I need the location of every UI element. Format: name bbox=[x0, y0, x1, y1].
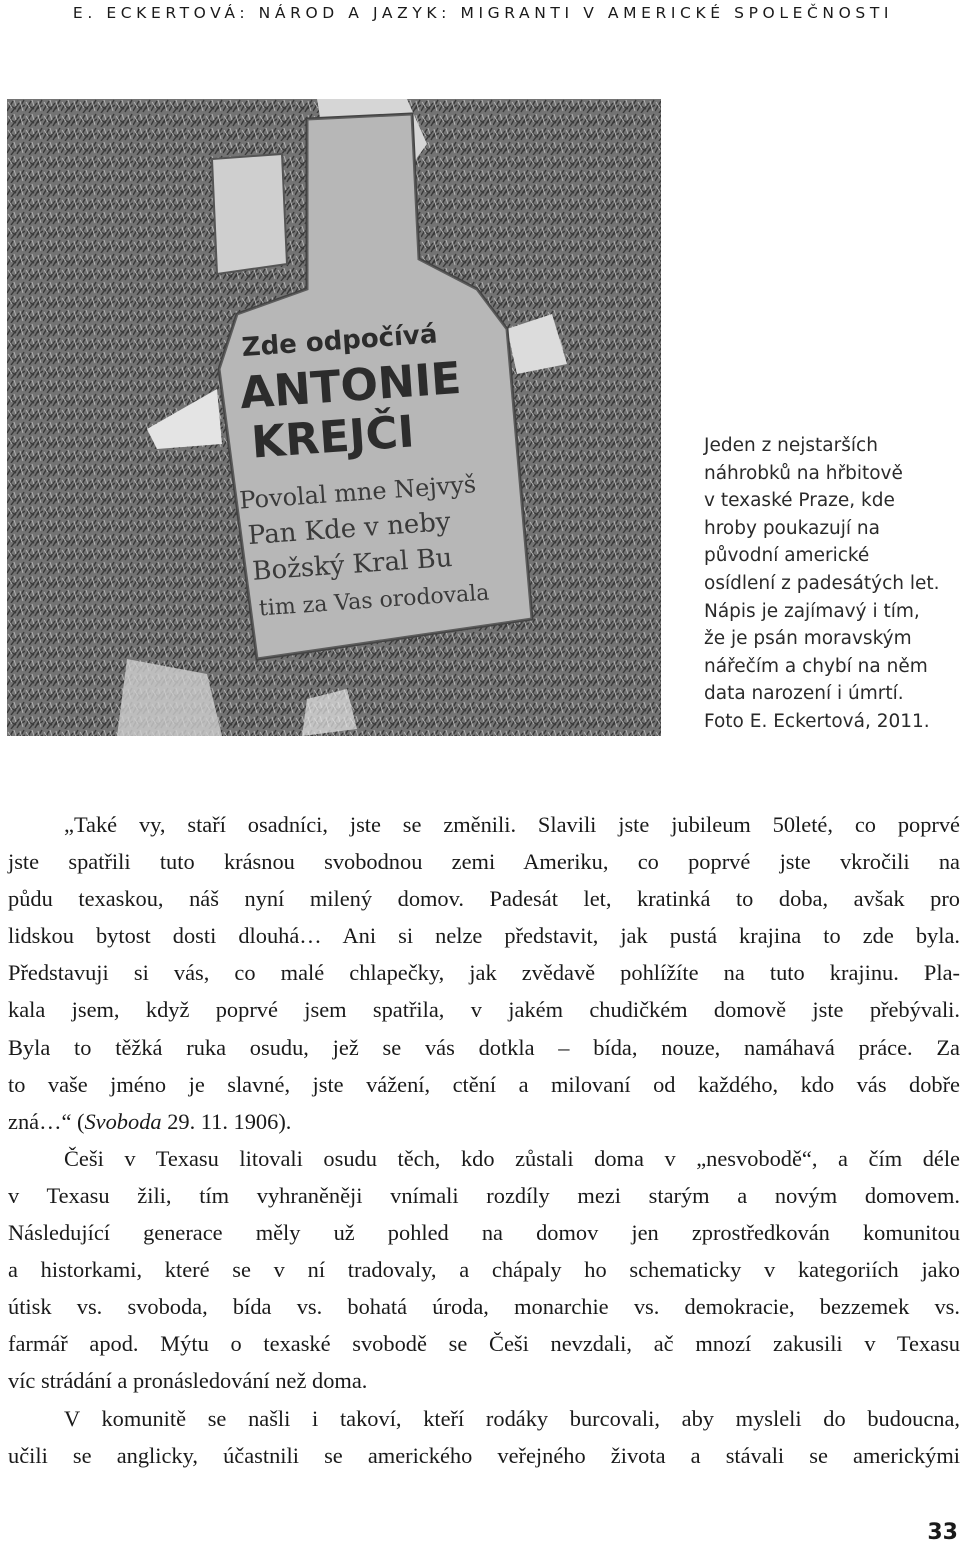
quote-source: Svoboda bbox=[84, 1108, 162, 1134]
caption-line: v texaské Praze, kde bbox=[704, 490, 895, 512]
text-line: půdu texaskou, náš nyní milený domov. Padesát let, kratinká to doba, avšak pro bbox=[8, 886, 960, 912]
text-line: a historkami, které se v ní tradovaly, a chápaly ho schematicky v kategoriích jako bbox=[8, 1257, 960, 1283]
text-line: učili se anglicky, účastnili se amerického veřejného života a stávali se americkými bbox=[8, 1442, 960, 1468]
text-line: V komunitě se našli i takoví, kteří rodáky burcovali, aby mysleli do budoucna, bbox=[64, 1405, 960, 1431]
caption-line: původní americké bbox=[704, 545, 870, 567]
quote-end: zná…“ ( bbox=[8, 1108, 85, 1134]
caption-line: Nápis je zajímavý i tím, bbox=[704, 600, 920, 622]
caption-line: Foto E. Eckertová, 2011. bbox=[704, 710, 930, 732]
svg-text:Pan Kde v neby: Pan Kde v neby bbox=[246, 506, 452, 552]
svg-text:ANTONIE: ANTONIE bbox=[238, 352, 463, 420]
text-line: v Texasu žili, tím vyhraněněji vnímali rozdíly mezi starým a novým domovem. bbox=[8, 1182, 960, 1208]
text-line: „Také vy, staří osadníci, jste se změnili. Slavili jste jubileum 50leté, co poprvé bbox=[64, 812, 960, 837]
text-line: Češi v Texasu litovali osudu těch, kdo zůstali doma v „nesvobodě“, a čím déle bbox=[64, 1145, 960, 1171]
text-line: kala jsem, když poprvé jsem spatřila, v jakém chudičkém domově jste přebývali. bbox=[8, 997, 960, 1023]
text-line: lidskou bytost dosti dlouhá… Ani si nelze představit, jak pustá krajina to zde byla. bbox=[8, 923, 960, 949]
svg-text:Zde odpočívá: Zde odpočívá bbox=[240, 319, 439, 364]
caption-line: data narození i úmrtí. bbox=[704, 683, 904, 705]
text-line: jste spatřili tuto krásnou svobodnou zemi Ameriku, co poprvé jste vkročili na bbox=[8, 849, 960, 875]
caption-line: náhrobků na hřbitově bbox=[704, 462, 903, 484]
body-text bbox=[8, 806, 960, 1474]
svg-text:tim za Vas orodovala: tim za Vas orodovala bbox=[258, 580, 491, 622]
caption-line: osídlení z padesátých let. bbox=[704, 572, 940, 594]
photo-caption bbox=[704, 432, 956, 736]
text-line bbox=[8, 1103, 960, 1140]
svg-text:KREJČI: KREJČI bbox=[249, 406, 416, 469]
caption-line: že je psán moravským bbox=[704, 628, 912, 650]
caption-line: hroby poukazují na bbox=[704, 517, 880, 539]
caption-line: nářečím a chybí na něm bbox=[704, 655, 928, 677]
text-line: Byla to těžká ruka osudu, jež se vás dotkla – bída, nouze, namáhavá práce. Za bbox=[8, 1034, 960, 1060]
text-line: Následující generace měly už pohled na domov jen zprostředkován komunitou bbox=[8, 1220, 960, 1246]
running-header: E. ECKERTOVÁ: NÁROD A JAZYK: MIGRANTI V AMERICKÉ SPOLEČNOSTI bbox=[72, 4, 894, 22]
svg-text:Povolal mne Nejvyš: Povolal mne Nejvyš bbox=[238, 470, 477, 515]
text-line: to vaše jméno je slavné, jste vážení, ctění a milovaní od každého, kdo vás dobře bbox=[8, 1071, 960, 1097]
page-number: 33 bbox=[927, 1520, 958, 1545]
quote-date: 29. 11. 1906). bbox=[161, 1108, 292, 1134]
svg-text:Božský Kral Bu: Božský Kral Bu bbox=[251, 542, 454, 587]
text-line: víc strádání a pronásledování než doma. bbox=[8, 1368, 368, 1394]
text-line: Představuji si vás, co malé chlapečky, jak zvědavě pohlížíte na tuto krajinu. Pla- bbox=[8, 960, 960, 986]
text-line: útisk vs. svoboda, bída vs. bohatá úroda, monarchie vs. demokracie, bezzemek vs. bbox=[8, 1294, 960, 1320]
text-line: farmář apod. Mýtu o texaské svobodě se Češi nevzdali, ač mnozí zakusili v Texasu bbox=[8, 1331, 960, 1357]
gravestone-photo bbox=[7, 99, 661, 736]
caption-line: Jeden z nejstarších bbox=[704, 435, 878, 456]
